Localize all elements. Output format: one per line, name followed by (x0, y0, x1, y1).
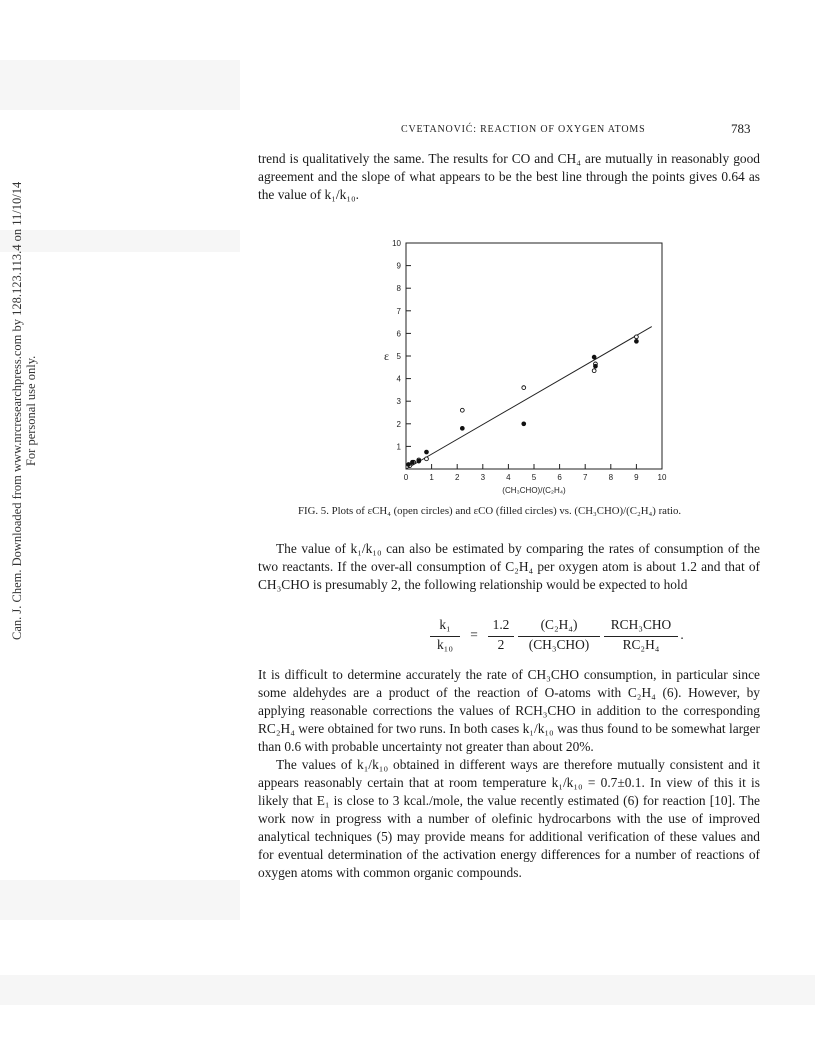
x-tick-label: 0 (403, 473, 409, 482)
data-point-co (425, 450, 429, 454)
eq-conc-numerator: (C₂H₄) (540, 617, 578, 632)
eq-const-denominator: 2 (497, 637, 505, 652)
y-tick-label: 4 (396, 374, 401, 384)
y-tick-label: 8 (396, 284, 401, 294)
rate-equation (430, 617, 690, 657)
paragraph-3: It is difficult to determine accurately the rate of CH₃CHO consumption, in particular since some aldehydes are a product of the reaction of O-atoms with C₂H₄ (6). However, by applying reasonable corrections the values of RCH₃CHO in addition to the corresponding RC₂H₄ were obtained for two runs. In both cases k₁/k₁₀ was thus found to be somewhat larger than 0.6 with probable uncertainty not greater than about 20%. (258, 667, 760, 754)
eq-lhs-denominator: k₁₀ (436, 637, 454, 652)
y-tick-label: 3 (396, 397, 401, 407)
y-tick-label: 6 (396, 329, 401, 339)
y-tick-label: 2 (396, 419, 401, 429)
paragraph-4: The values of k₁/k₁₀ obtained in different ways are therefore mutually consistent and it appears reasonably certain that at room temperature k₁/k₁₀ = 0.7±0.1. In view of this it is likely that E₁ is close to 3 kcal./mole, the value recently estimated (6) for reaction [10]. The work now in progress with a number of olefinic hydrocarbons with the use of improved analytical techniques (5) may provide means for additional verification of these values and for eventual determination of the activation energy differences for a number of reactions of oxygen atoms with common organic compounds. (258, 757, 760, 880)
figure-5 (380, 228, 680, 500)
x-tick-label: 2 (454, 473, 460, 482)
eq-equals: = (470, 627, 478, 642)
eq-rate-denominator: RC₂H₄ (622, 637, 660, 652)
scan-smudge (0, 880, 240, 920)
data-point-ch4 (425, 457, 429, 461)
x-tick-label: 1 (429, 473, 434, 482)
x-axis-label: (CH₃CHO)/(C₂H₄) (502, 486, 566, 495)
scatter-chart (380, 228, 680, 500)
x-tick-label: 8 (608, 473, 614, 482)
data-point-co (522, 422, 526, 426)
y-tick-label: 5 (396, 352, 401, 361)
data-point-co (635, 339, 639, 343)
best-fit-line (406, 327, 652, 469)
data-point-co (460, 426, 464, 430)
watermark-line-2: For personal use only. (24, 355, 38, 467)
y-tick-label: 7 (396, 306, 401, 316)
x-tick-label: 5 (531, 473, 537, 482)
x-tick-label: 6 (557, 473, 562, 482)
page-number: 783 (731, 121, 751, 136)
figure-caption: FIG. 5. Plots of εCH₄ (open circles) and εCO (filled circles) vs. (CH₃CHO)/(C₂H₄) ratio. (298, 505, 682, 517)
y-tick-label: 1 (396, 442, 401, 452)
data-point-ch4 (460, 408, 464, 412)
data-point-ch4 (635, 335, 639, 339)
x-tick-label: 4 (506, 473, 511, 482)
data-point-co (411, 460, 415, 464)
plot-frame (406, 243, 662, 469)
paragraph-2: The value of k₁/k₁₀ can also be estimated by comparing the rates of consumption of the two reactants. If the over-all consumption of C₂H₄ per oxygen atom is about 1.2 and that of CH₃CHO is presumably 2, the following relationship would be expected to hold (258, 541, 760, 592)
x-tick-label: 9 (634, 473, 639, 482)
eq-lhs-numerator: k₁ (439, 617, 451, 632)
eq-rate-numerator: RCH₃CHO (610, 617, 672, 632)
x-tick-label: 7 (582, 473, 588, 482)
x-tick-label: 3 (480, 473, 486, 482)
download-watermark (10, 182, 38, 640)
eq-period: . (680, 627, 684, 642)
y-axis-label: ε (384, 349, 390, 363)
scan-smudge (0, 60, 240, 110)
data-point-co (417, 459, 421, 463)
scan-smudge (0, 975, 815, 1005)
running-head: CVETANOVIĆ: REACTION OF OXYGEN ATOMS (401, 124, 646, 135)
y-tick-label: 9 (396, 261, 401, 271)
data-point-co (592, 355, 596, 359)
eq-const-numerator: 1.2 (492, 617, 510, 632)
paragraph-1: trend is qualitatively the same. The results for CO and CH₄ are mutually in reasonably good agreement and the slope of what appears to be the best line through the points gives 0.64 as the value of k₁/k₁₀. (258, 151, 760, 202)
watermark-line-1: Can. J. Chem. Downloaded from www.nrcresearchpress.com by 128.123.113.4 on 11/10/14 (10, 181, 24, 640)
data-point-co (407, 463, 411, 467)
data-point-ch4 (522, 386, 526, 390)
y-tick-label: 10 (392, 239, 401, 248)
x-tick-label: 10 (657, 473, 667, 482)
data-point-co (594, 364, 598, 368)
eq-conc-denominator: (CH₃CHO) (528, 637, 590, 652)
data-point-ch4 (592, 369, 596, 373)
